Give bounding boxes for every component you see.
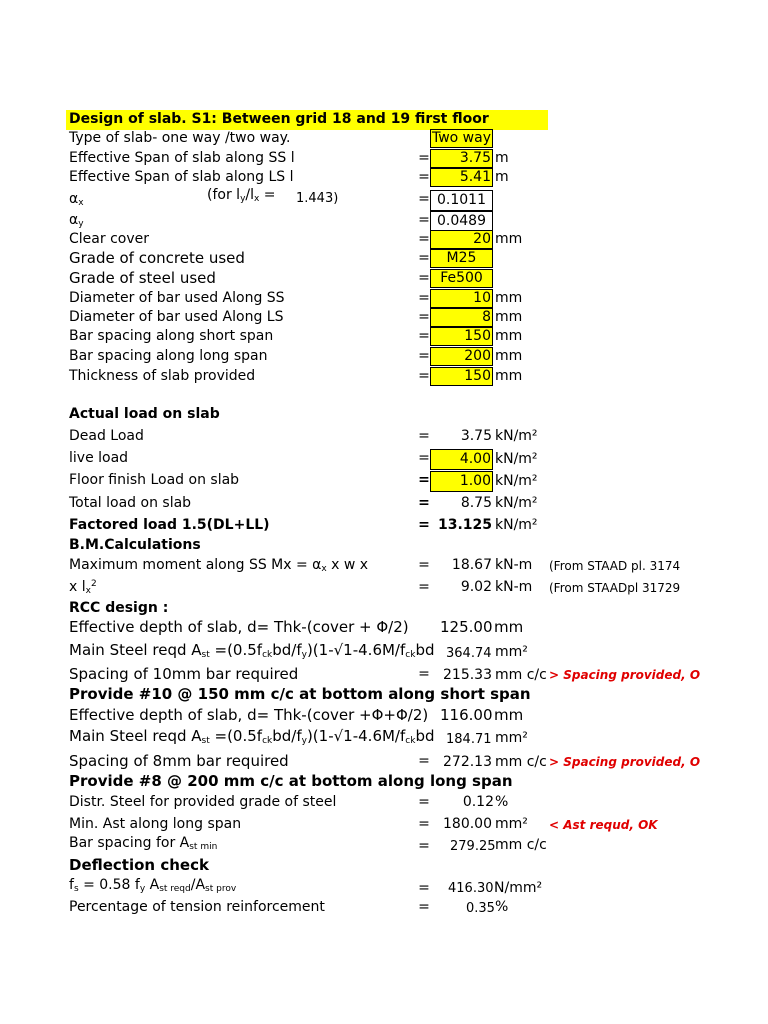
rcc-heading: RCC design : — [69, 600, 169, 616]
equals-sign: = — [418, 838, 430, 854]
span-ss-label: Effective Span of slab along SS l — [69, 150, 295, 166]
d1-row — [0, 618, 768, 638]
unit-kn: kN/m² — [495, 495, 538, 511]
sp10-row — [0, 665, 768, 687]
barsp-label-sub: st min — [189, 842, 218, 852]
ast-label-sub4: ck — [405, 736, 416, 746]
unit-mm: mm — [495, 328, 523, 344]
thickness-label: Thickness of slab provided — [69, 368, 256, 384]
unit-mm: mm — [495, 309, 523, 325]
fs-label-sub4: st prov — [205, 884, 237, 894]
equals-sign: = — [418, 557, 430, 573]
mx-label — [69, 557, 368, 574]
span-ls-value: 5.41 — [459, 169, 491, 185]
type-row — [0, 129, 768, 149]
equals-sign: = — [418, 191, 430, 207]
alpha-symbol: α — [69, 191, 79, 207]
alpha-symbol: α — [69, 212, 79, 228]
alpha-x-subscript: x — [78, 198, 84, 208]
ast-label-sub2: ck — [262, 736, 273, 746]
dead-load-label: Dead Load — [69, 428, 144, 444]
d1-value: 125.00 — [440, 618, 493, 636]
ast-label-sub: st — [201, 650, 210, 660]
pct-label: Percentage of tension reinforcement — [69, 899, 325, 915]
live-load-row — [0, 449, 768, 471]
barsp-label — [69, 835, 217, 852]
fs-label-a: f — [69, 877, 74, 893]
my-label-sub: x — [85, 586, 91, 596]
ast1-value: 364.74 — [446, 646, 492, 661]
equals-sign: = — [418, 348, 430, 364]
ast-label-d: )(1-√1-4.6M/f — [306, 727, 406, 745]
equals-sign: = — [418, 753, 430, 769]
fs-value: 416.30 — [448, 881, 494, 896]
unit-m: m — [495, 169, 509, 185]
fs-label-c: A — [145, 877, 160, 893]
title-row — [0, 110, 768, 130]
unit-mm: mm — [494, 618, 524, 636]
total-load-row — [0, 494, 768, 514]
unit-mmc: mm c/c — [495, 667, 547, 683]
dia-ls-row — [0, 308, 768, 328]
ratio-value: 1.443) — [296, 191, 339, 206]
alpha-y-label — [69, 212, 84, 229]
factored-load-value: 13.125 — [437, 517, 492, 533]
ast-label-b: =(0.5f — [209, 641, 263, 659]
unit-mm2: mm² — [495, 816, 528, 832]
unit-nmm2: N/mm² — [494, 880, 543, 896]
dead-load-row — [0, 427, 768, 447]
equals-sign: = — [418, 328, 430, 344]
unit-mm: mm — [495, 231, 523, 247]
spacing-long-label: Bar spacing along long span — [69, 348, 268, 364]
d2-label: Effective depth of slab, d= Thk-(cover +Φ+Φ/2) — [69, 706, 429, 724]
unit-kn: kN/m² — [495, 517, 538, 533]
unit-kn: kN/m² — [495, 451, 538, 467]
concrete-label: Grade of concrete used — [69, 249, 245, 267]
barsp-label-a: Bar spacing for A — [69, 835, 190, 851]
provide8-row — [0, 772, 768, 794]
mx-label-sub: x — [321, 564, 327, 574]
steel-label: Grade of steel used — [69, 269, 216, 287]
equals-sign: = — [418, 250, 430, 266]
factored-load-row — [0, 516, 768, 536]
fs-row — [0, 876, 768, 898]
ast-label-sub: st — [201, 736, 210, 746]
equals-sign: = — [418, 150, 430, 166]
sp10-value: 215.33 — [443, 667, 492, 683]
unit-mm: mm — [494, 706, 524, 724]
unit-kn: kN/m² — [495, 428, 538, 444]
equals-sign: = — [418, 880, 430, 896]
live-load-value: 4.00 — [459, 451, 491, 467]
dia-ss-value: 10 — [473, 290, 491, 306]
cover-row — [0, 230, 768, 250]
ratio-y-sub: y — [240, 194, 246, 204]
fs-label — [69, 877, 236, 894]
loads-heading-row — [0, 405, 768, 425]
sp8-note: > Spacing provided, O — [549, 755, 701, 769]
fs-label-sub3: st reqd — [159, 884, 191, 894]
page-title: Design of slab. S1: Between grid 18 and 19 first floor — [69, 111, 489, 127]
alpha-y-value: 0.0489 — [437, 213, 486, 229]
equals-sign: = — [418, 231, 430, 247]
steel-row — [0, 269, 768, 289]
my-row — [0, 578, 768, 598]
fs-label-sub2: y — [139, 884, 146, 894]
equals-sign: = — [418, 579, 430, 595]
ratio-prefix: (for l — [207, 187, 241, 203]
equals-sign: = — [418, 450, 430, 466]
my-label-sup: 2 — [90, 579, 97, 589]
cover-value: 20 — [473, 231, 491, 247]
unit-knm: kN-m — [495, 579, 533, 595]
spacing-long-row — [0, 347, 768, 367]
factored-load-label: Factored load 1.5(DL+LL) — [69, 517, 270, 533]
minast-label: Min. Ast along long span — [69, 816, 242, 832]
ratio-mid: /l — [245, 187, 254, 203]
ff-load-label: Floor finish Load on slab — [69, 472, 240, 488]
total-load-label: Total load on slab — [69, 495, 192, 511]
distr-label: Distr. Steel for provided grade of steel — [69, 794, 337, 810]
my-label-a: x l — [69, 579, 86, 595]
mx-note: (From STAAD pl. 3174 — [549, 559, 681, 573]
equals-sign: = — [418, 169, 430, 185]
fs-label-sub: s — [73, 884, 79, 894]
unit-mmc: mm c/c — [495, 754, 547, 770]
bm-heading: B.M.Calculations — [69, 537, 201, 553]
span-ss-row — [0, 149, 768, 169]
alpha-x-value: 0.1011 — [437, 192, 486, 208]
alpha-y-subscript: y — [78, 219, 84, 229]
unit-knm: kN-m — [495, 557, 533, 573]
ast-label-sub2: ck — [262, 650, 273, 660]
span-ls-label: Effective Span of slab along LS l — [69, 169, 294, 185]
spacing-short-row — [0, 327, 768, 347]
my-value: 9.02 — [460, 579, 492, 595]
fs-label-d: /A — [190, 877, 206, 893]
equals-sign: = — [418, 368, 430, 384]
deflection-heading-row — [0, 856, 768, 876]
equals-sign: = — [418, 290, 430, 306]
barsp-row — [0, 834, 768, 856]
sp8-value: 272.13 — [443, 754, 492, 770]
pct-row — [0, 898, 768, 920]
equals-sign: = — [418, 472, 430, 488]
concrete-value: M25 — [446, 250, 477, 266]
ratio-label — [207, 187, 276, 204]
ast2-row — [0, 727, 768, 751]
sp8-label: Spacing of 8mm bar required — [69, 752, 289, 770]
d1-label: Effective depth of slab, d= Thk-(cover + Φ/2) — [69, 618, 409, 636]
ast-label-a: Main Steel reqd A — [69, 641, 202, 659]
deflection-heading: Deflection check — [69, 856, 209, 874]
minast-row — [0, 815, 768, 835]
provide8-label: Provide #8 @ 200 mm c/c at bottom along long span — [69, 772, 513, 790]
span-ss-value: 3.75 — [459, 150, 491, 166]
distr-row — [0, 793, 768, 813]
alpha-x-label — [69, 191, 84, 208]
equals-sign: = — [418, 666, 430, 682]
unit-mm: mm — [495, 290, 523, 306]
ast1-label — [69, 641, 434, 660]
unit-pct: % — [495, 794, 509, 810]
dia-ss-label: Diameter of bar used Along SS — [69, 290, 285, 306]
rcc-heading-row — [0, 599, 768, 619]
ast2-value: 184.71 — [446, 732, 492, 747]
equals-sign: = — [418, 270, 430, 286]
bm-heading-row — [0, 536, 768, 556]
spacing-short-value: 150 — [464, 328, 491, 344]
dia-ls-label: Diameter of bar used Along LS — [69, 309, 284, 325]
ff-load-value: 1.00 — [459, 473, 491, 489]
spacing-long-value: 200 — [464, 348, 491, 364]
total-load-value: 8.75 — [460, 495, 492, 511]
pct-value: 0.35 — [466, 901, 495, 916]
ast-label-e: bd — [415, 727, 435, 745]
minast-note: < Ast requd, OK — [549, 818, 658, 832]
span-ls-row — [0, 168, 768, 188]
steel-value: Fe500 — [440, 270, 483, 286]
type-label: Type of slab- one way /two way. — [69, 130, 291, 146]
unit-mmc: mm c/c — [495, 837, 547, 853]
thickness-row — [0, 367, 768, 387]
unit-mm: mm — [495, 368, 523, 384]
d2-value: 116.00 — [440, 706, 493, 724]
mx-label-a: Maximum moment along SS Mx = α — [69, 557, 322, 573]
unit-mm2: mm² — [495, 644, 528, 660]
spacing-short-label: Bar spacing along short span — [69, 328, 274, 344]
thickness-value: 150 — [464, 368, 491, 384]
unit-mm2: mm² — [495, 730, 528, 746]
unit-m: m — [495, 150, 509, 166]
ast2-label — [69, 727, 434, 746]
sp8-row — [0, 752, 768, 774]
distr-value: 0.12 — [462, 794, 494, 810]
unit-mm: mm — [495, 348, 523, 364]
provide10-row — [0, 685, 768, 707]
ast-label-sub3: y — [301, 736, 307, 746]
cover-label: Clear cover — [69, 231, 149, 247]
equals-sign: = — [418, 309, 430, 325]
dead-load-value: 3.75 — [460, 428, 492, 444]
ast-label-a: Main Steel reqd A — [69, 727, 202, 745]
fs-label-b: = 0.58 f — [78, 877, 140, 893]
equals-sign: = — [418, 816, 430, 832]
sp10-label: Spacing of 10mm bar required — [69, 665, 299, 683]
dia-ls-value: 8 — [482, 309, 491, 325]
ast1-row — [0, 641, 768, 665]
ast-label-d: )(1-√1-4.6M/f — [306, 641, 406, 659]
my-label — [69, 579, 97, 596]
ast-label-c: bd/f — [272, 727, 302, 745]
d2-row — [0, 706, 768, 726]
barsp-value: 279.25 — [450, 839, 496, 854]
ast-label-e: bd — [415, 641, 435, 659]
ratio-x-sub: x — [254, 194, 260, 204]
ff-load-row — [0, 471, 768, 493]
mx-label-b: x w x — [326, 557, 369, 573]
equals-sign: = — [418, 495, 430, 511]
ast-label-c: bd/f — [272, 641, 302, 659]
mx-row — [0, 556, 768, 576]
equals-sign: = — [418, 517, 430, 533]
equals-sign: = — [418, 794, 430, 810]
unit-pct: % — [495, 899, 509, 915]
loads-heading: Actual load on slab — [69, 406, 220, 422]
my-note: (From STAADpl 31729 — [549, 581, 681, 595]
equals-sign: = — [418, 899, 430, 915]
ast-label-sub4: ck — [405, 650, 416, 660]
type-value: Two way — [431, 130, 491, 146]
ast-label-b: =(0.5f — [209, 727, 263, 745]
dia-ss-row — [0, 289, 768, 309]
equals-sign: = — [418, 428, 430, 444]
sp10-note: > Spacing provided, O — [549, 668, 701, 682]
live-load-label: live load — [69, 450, 129, 466]
ratio-suffix: = — [259, 187, 276, 203]
unit-kn: kN/m² — [495, 473, 538, 489]
ast-label-sub3: y — [301, 650, 307, 660]
provide10-label: Provide #10 @ 150 mm c/c at bottom along short span — [69, 685, 531, 703]
alpha-x-row — [0, 187, 768, 212]
mx-value: 18.67 — [451, 557, 492, 573]
equals-sign: = — [418, 212, 430, 228]
concrete-row — [0, 249, 768, 269]
minast-value: 180.00 — [443, 816, 492, 832]
